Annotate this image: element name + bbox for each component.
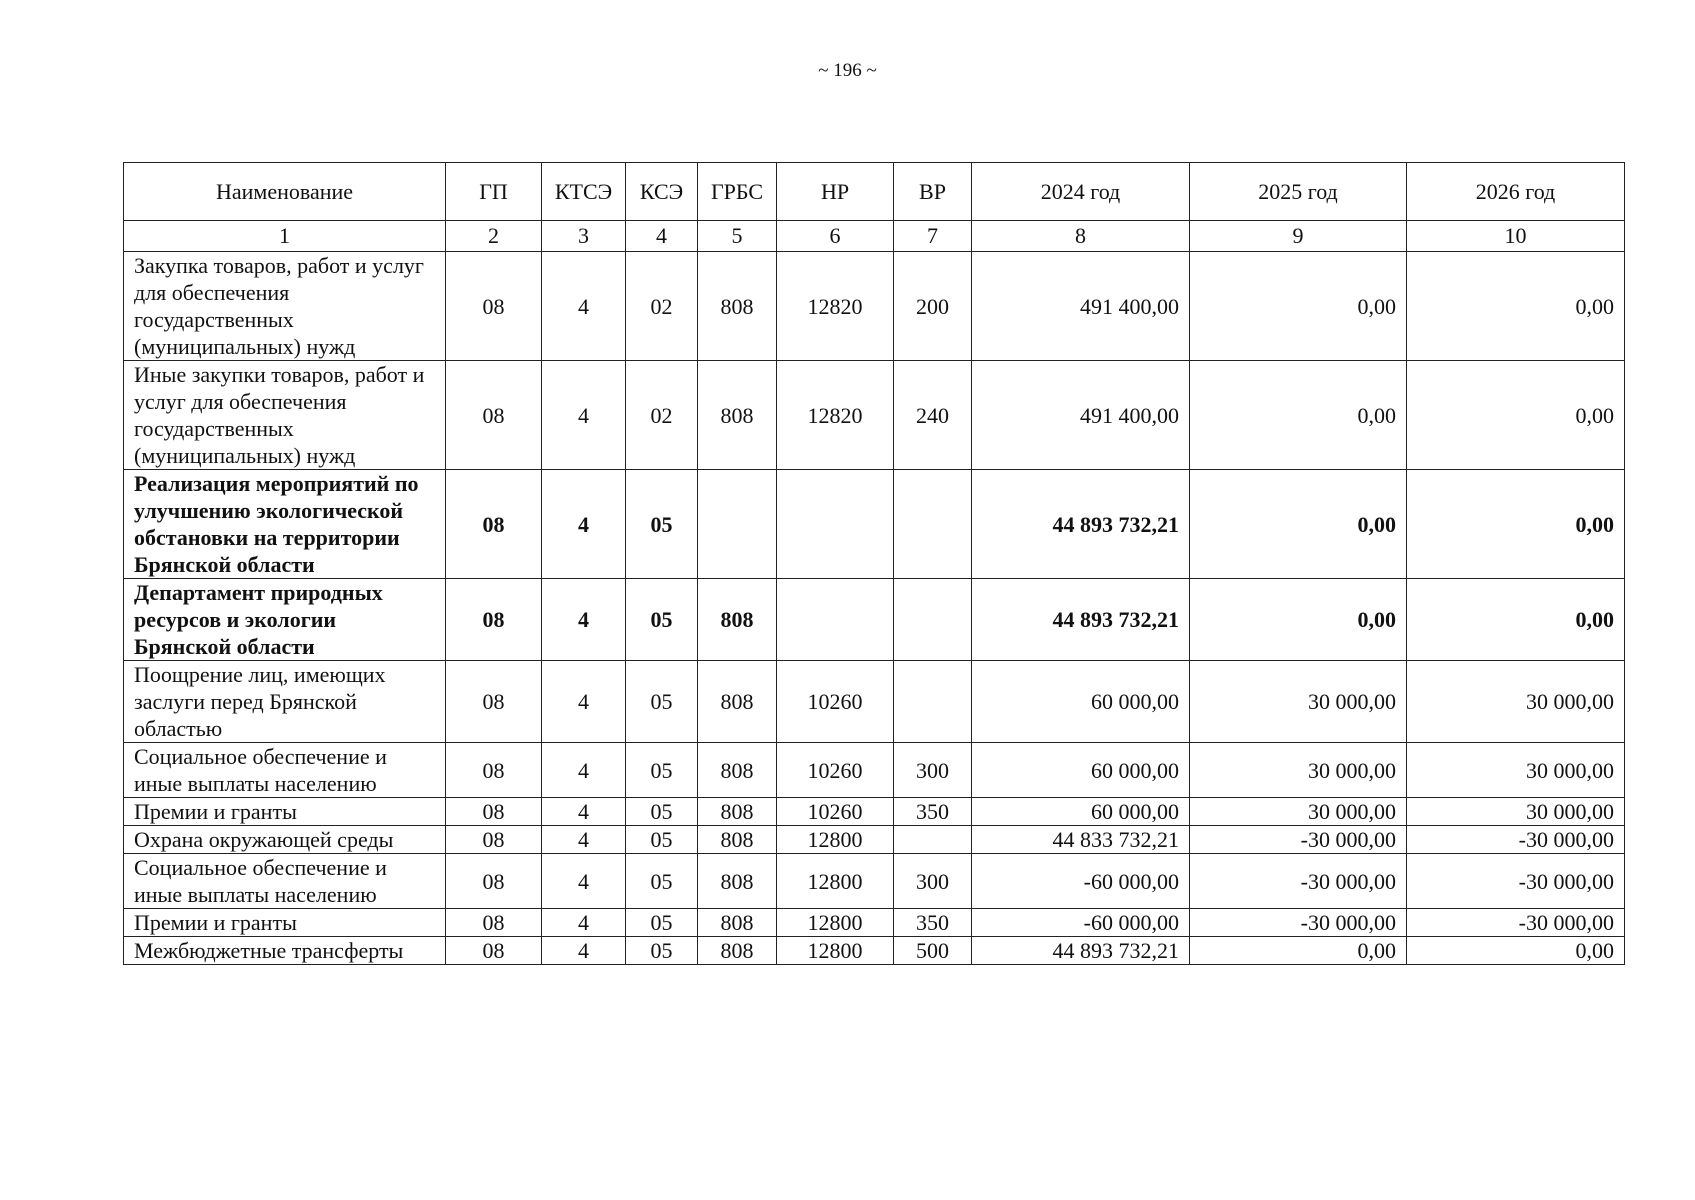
cell-2026: 30 000,00: [1407, 798, 1625, 826]
cell-nr: 10260: [777, 661, 894, 743]
column-number: 1: [124, 221, 446, 252]
column-number: 3: [542, 221, 626, 252]
cell-kse: 05: [626, 909, 698, 937]
cell-kse: 05: [626, 470, 698, 579]
table-row: [124, 826, 1625, 854]
cell-ktse: 4: [542, 661, 626, 743]
cell-nr: 12820: [777, 361, 894, 470]
cell-ktse: 4: [542, 854, 626, 909]
cell-kse: 05: [626, 937, 698, 965]
cell-2025: 0,00: [1190, 579, 1407, 661]
cell-2024: -60 000,00: [972, 854, 1190, 909]
column-number: 7: [894, 221, 972, 252]
cell-kse: 05: [626, 743, 698, 798]
cell-2025: -30 000,00: [1190, 826, 1407, 854]
cell-2026: 0,00: [1407, 579, 1625, 661]
cell-gp: 08: [446, 937, 542, 965]
cell-2025: -30 000,00: [1190, 909, 1407, 937]
cell-nr: 12800: [777, 937, 894, 965]
cell-2024: 491 400,00: [972, 361, 1190, 470]
cell-gp: 08: [446, 743, 542, 798]
cell-grbs: 808: [698, 798, 777, 826]
cell-2024: -60 000,00: [972, 909, 1190, 937]
cell-kse: 02: [626, 252, 698, 361]
cell-grbs: 808: [698, 854, 777, 909]
cell-2025: 30 000,00: [1190, 661, 1407, 743]
header-ktse: КТСЭ: [542, 163, 626, 221]
cell-nr: 12800: [777, 854, 894, 909]
cell-nr: 12820: [777, 252, 894, 361]
cell-name: Межбюджетные трансферты: [124, 937, 446, 965]
cell-2025: 0,00: [1190, 470, 1407, 579]
cell-vr: [894, 826, 972, 854]
column-number: 6: [777, 221, 894, 252]
cell-ktse: 4: [542, 909, 626, 937]
cell-grbs: 808: [698, 252, 777, 361]
cell-ktse: 4: [542, 937, 626, 965]
cell-name: Департамент природных ресурсов и экологии Брянской области: [124, 579, 446, 661]
cell-2025: 30 000,00: [1190, 743, 1407, 798]
cell-nr: [777, 470, 894, 579]
cell-vr: 300: [894, 854, 972, 909]
cell-ktse: 4: [542, 252, 626, 361]
cell-nr: 12800: [777, 909, 894, 937]
cell-vr: 350: [894, 798, 972, 826]
cell-nr: 12800: [777, 826, 894, 854]
column-number: 9: [1190, 221, 1407, 252]
cell-gp: 08: [446, 909, 542, 937]
column-number-row: [124, 221, 1625, 252]
cell-2025: -30 000,00: [1190, 854, 1407, 909]
cell-vr: [894, 470, 972, 579]
cell-2025: 30 000,00: [1190, 798, 1407, 826]
cell-kse: 05: [626, 661, 698, 743]
cell-2026: 0,00: [1407, 252, 1625, 361]
header-grbs: ГРБС: [698, 163, 777, 221]
cell-name: Социальное обеспечение и иные выплаты населению: [124, 854, 446, 909]
table-row: [124, 661, 1625, 743]
cell-nr: 10260: [777, 798, 894, 826]
cell-2025: 0,00: [1190, 252, 1407, 361]
cell-2026: 0,00: [1407, 937, 1625, 965]
cell-2026: 30 000,00: [1407, 743, 1625, 798]
cell-2026: 0,00: [1407, 361, 1625, 470]
cell-2026: -30 000,00: [1407, 854, 1625, 909]
cell-nr: 10260: [777, 743, 894, 798]
header-nr: НР: [777, 163, 894, 221]
cell-kse: 05: [626, 854, 698, 909]
cell-kse: 05: [626, 826, 698, 854]
cell-name: Закупка товаров, работ и услуг для обеспечения государственных (муниципальных) нужд: [124, 252, 446, 361]
column-number: 5: [698, 221, 777, 252]
column-number: 4: [626, 221, 698, 252]
cell-kse: 02: [626, 361, 698, 470]
cell-nr: [777, 579, 894, 661]
cell-2024: 60 000,00: [972, 743, 1190, 798]
cell-2026: 30 000,00: [1407, 661, 1625, 743]
cell-2024: 491 400,00: [972, 252, 1190, 361]
table-row: [124, 579, 1625, 661]
cell-gp: 08: [446, 252, 542, 361]
table-row: [124, 798, 1625, 826]
cell-2024: 60 000,00: [972, 661, 1190, 743]
cell-name: Поощрение лиц, имеющих заслуги перед Брянской областью: [124, 661, 446, 743]
cell-gp: 08: [446, 854, 542, 909]
cell-name: Охрана окружающей среды: [124, 826, 446, 854]
cell-2024: 60 000,00: [972, 798, 1190, 826]
cell-vr: 350: [894, 909, 972, 937]
cell-vr: 500: [894, 937, 972, 965]
header-name: Наименование: [124, 163, 446, 221]
cell-name: Реализация мероприятий по улучшению экологической обстановки на территории Брянской области: [124, 470, 446, 579]
cell-grbs: 808: [698, 743, 777, 798]
cell-name: Премии и гранты: [124, 909, 446, 937]
table-row: [124, 854, 1625, 909]
cell-2024: 44 893 732,21: [972, 470, 1190, 579]
cell-gp: 08: [446, 661, 542, 743]
cell-grbs: 808: [698, 937, 777, 965]
cell-ktse: 4: [542, 798, 626, 826]
header-vr: ВР: [894, 163, 972, 221]
cell-gp: 08: [446, 826, 542, 854]
table-row: [124, 470, 1625, 579]
cell-grbs: 808: [698, 826, 777, 854]
cell-vr: 200: [894, 252, 972, 361]
table-row: [124, 361, 1625, 470]
table-row: [124, 937, 1625, 965]
cell-name: Социальное обеспечение и иные выплаты населению: [124, 743, 446, 798]
cell-ktse: 4: [542, 361, 626, 470]
header-2026: 2026 год: [1407, 163, 1625, 221]
cell-grbs: [698, 470, 777, 579]
table-row: [124, 743, 1625, 798]
cell-kse: 05: [626, 798, 698, 826]
cell-vr: [894, 579, 972, 661]
header-gp: ГП: [446, 163, 542, 221]
cell-ktse: 4: [542, 579, 626, 661]
cell-2024: 44 893 732,21: [972, 937, 1190, 965]
cell-2024: 44 833 732,21: [972, 826, 1190, 854]
cell-ktse: 4: [542, 743, 626, 798]
cell-grbs: 808: [698, 579, 777, 661]
budget-table: [123, 162, 1625, 965]
cell-vr: 300: [894, 743, 972, 798]
cell-grbs: 808: [698, 909, 777, 937]
header-row: [124, 163, 1625, 221]
cell-name: Иные закупки товаров, работ и услуг для обеспечения государственных (муниципальных) нужд: [124, 361, 446, 470]
cell-2026: 0,00: [1407, 470, 1625, 579]
cell-vr: 240: [894, 361, 972, 470]
cell-grbs: 808: [698, 661, 777, 743]
header-kse: КСЭ: [626, 163, 698, 221]
column-number: 10: [1407, 221, 1625, 252]
cell-gp: 08: [446, 470, 542, 579]
cell-2024: 44 893 732,21: [972, 579, 1190, 661]
cell-gp: 08: [446, 798, 542, 826]
cell-ktse: 4: [542, 470, 626, 579]
cell-2025: 0,00: [1190, 937, 1407, 965]
cell-2026: -30 000,00: [1407, 909, 1625, 937]
cell-name: Премии и гранты: [124, 798, 446, 826]
cell-ktse: 4: [542, 826, 626, 854]
cell-gp: 08: [446, 361, 542, 470]
cell-grbs: 808: [698, 361, 777, 470]
cell-kse: 05: [626, 579, 698, 661]
table-row: [124, 909, 1625, 937]
cell-2026: -30 000,00: [1407, 826, 1625, 854]
table-row: [124, 252, 1625, 361]
cell-vr: [894, 661, 972, 743]
cell-gp: 08: [446, 579, 542, 661]
column-number: 8: [972, 221, 1190, 252]
cell-2025: 0,00: [1190, 361, 1407, 470]
header-2025: 2025 год: [1190, 163, 1407, 221]
page-number: ~ 196 ~: [818, 60, 877, 81]
column-number: 2: [446, 221, 542, 252]
header-2024: 2024 год: [972, 163, 1190, 221]
